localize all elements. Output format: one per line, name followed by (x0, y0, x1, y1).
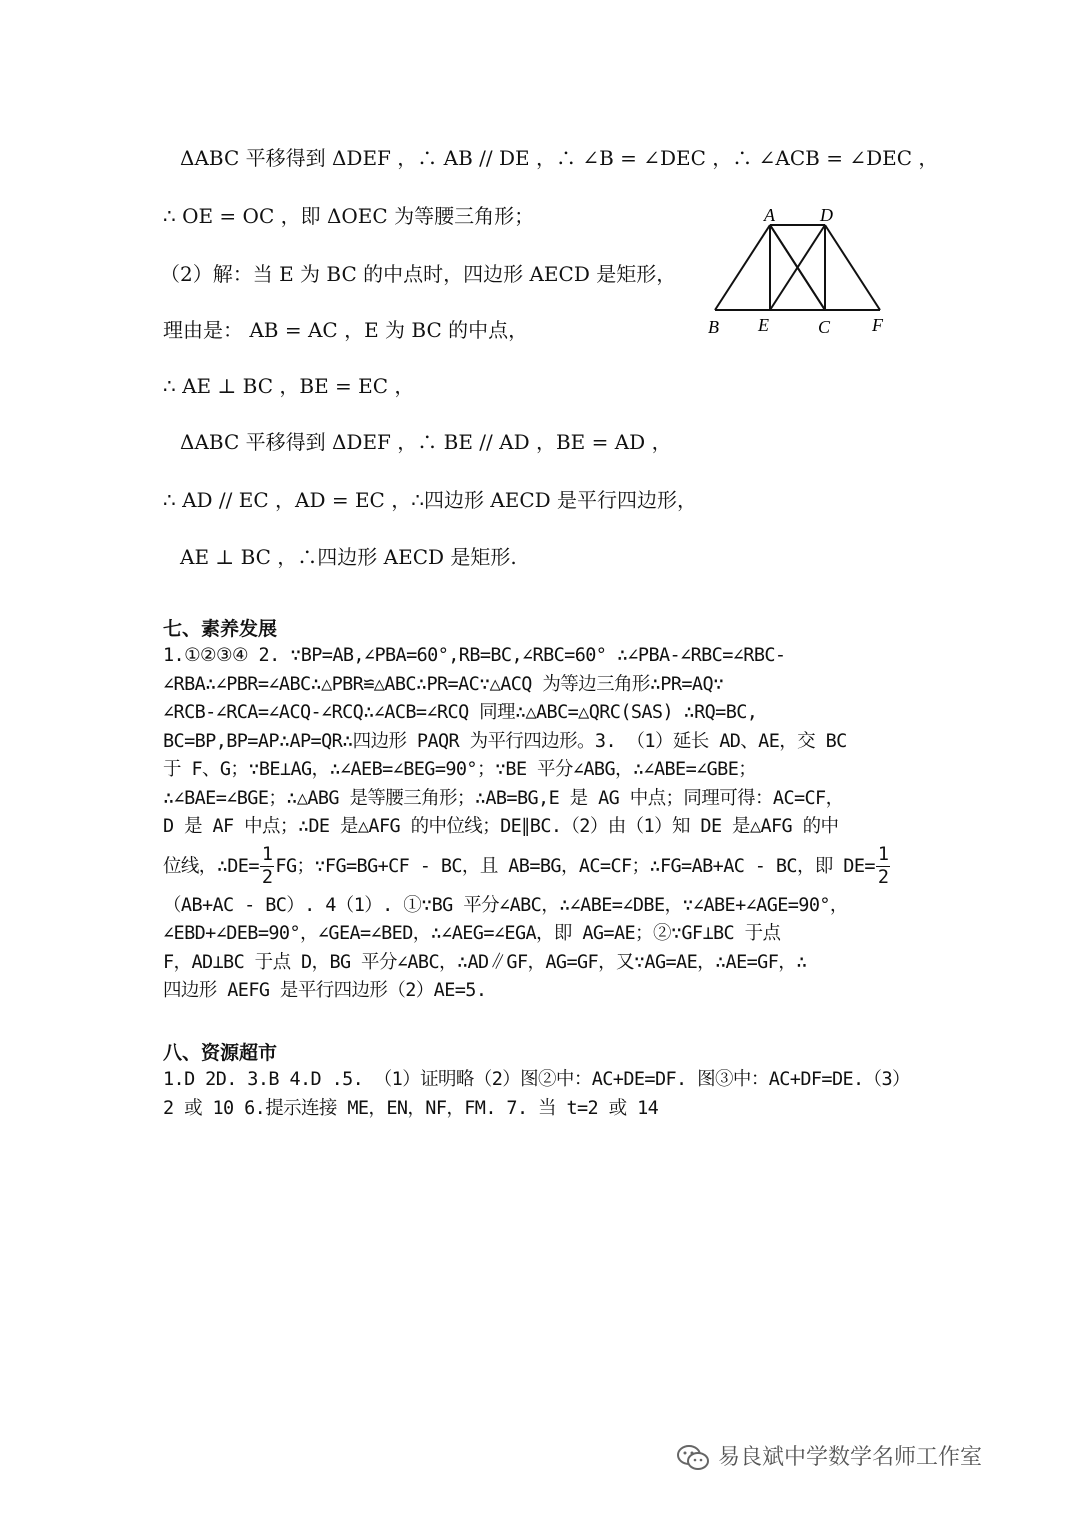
label-F: F (872, 315, 883, 335)
fraction-half: $\frac{1}{2}$ (877, 844, 889, 888)
s7-text: 位线，∴DE= (163, 855, 259, 877)
proof-line-5: ∴ AE ⊥ BC ，BE = EC ， (163, 374, 415, 398)
s7-line: D 是 AF 中点；∴DE 是△AFG 的中位线；DE∥BC.（2）由（1）知 DE 是△AFG 的中 (163, 816, 839, 837)
s7-line: ∠RCB-∠RCA=∠ACQ-∠RCQ∴∠ACB=∠RCQ 同理∴△ABC=△QRC(SAS) ∴RQ=BC, (163, 702, 758, 723)
proof-line-3: （2）解：当 E 为 BC 的中点时，四边形 AECD 是矩形， (160, 262, 677, 286)
s7-line: ∠RBA∴∠PBR=∠ABC∴△PBR≌△ABC∴PR=AC∵△ACQ 为等边三角形∴PR=AQ∵ (163, 673, 724, 695)
proof-line-6: ΔABC 平移得到 ΔDEF ，∴ BE // AD ，BE = AD ， (180, 430, 672, 454)
proof-line-8: AE ⊥ BC ，∴四边形 AECD 是矩形. (180, 545, 517, 569)
s7-line: （AB+AC - BC）. 4（1）. ①∵BG 平分∠ABC，∴∠ABE=∠DBE，∵∠ABE+∠AGE=90°， (163, 894, 848, 916)
label-D: D (820, 205, 833, 225)
proof-line-1: ΔABC 平移得到 ΔDEF ，∴ AB // DE ，∴ ∠B = ∠DEC ，∴ ∠ACB = ∠DEC ， (180, 146, 939, 170)
watermark (676, 1440, 982, 1472)
s7-line: ∠EBD+∠DEB=90°，∠GEA=∠BED，∴∠AEG=∠EGA，即 AG=AE；②∵GF⊥BC 于点 (163, 923, 781, 944)
section-8-body (163, 1066, 923, 1123)
fraction-half: $\frac{1}{2}$ (261, 844, 273, 888)
proof-line-4: 理由是： AB = AC ，E 为 BC 的中点， (163, 318, 529, 342)
s7-line: F，AD⊥BC 于点 D，BG 平分∠ABC，∴AD∥GF，AG=GF，又∵AG=AE，∴AE=GF，∴ (163, 951, 807, 973)
s8-line: 2 或 10 6.提示连接 ME，EN，NF，FM. 7. 当 t=2 或 14 (163, 1097, 659, 1119)
wechat-icon (676, 1444, 710, 1472)
label-B: B (708, 317, 719, 337)
label-A: A (764, 205, 775, 225)
s7-text: FG；∵FG=BG+CF - BC，且 AB=BG，AC=CF；∴FG=AB+AC - BC，即 DE= (275, 855, 875, 877)
geometry-figure (700, 205, 900, 345)
section-8-title: 八、资源超市 (163, 1042, 278, 1064)
watermark-text: 易良斌中学数学名师工作室 (718, 1445, 983, 1470)
label-C: C (818, 317, 831, 337)
section-7-body (163, 642, 923, 1006)
s7-line: ∴∠BAE=∠BGE；∴△ABG 是等腰三角形；∴AB=BG,E 是 AG 中点；同理可得：AC=CF， (163, 787, 844, 809)
s7-line: 于 F、G；∵BE⊥AG，∴∠AEB=∠BEG=90°；∵BE 平分∠ABG，∴∠ABE=∠GBE； (163, 759, 757, 780)
proof-line-2: ∴ OE = OC ，即 ΔOEC 为等腰三角形； (163, 204, 535, 228)
label-E: E (758, 315, 769, 335)
proof-line-7: ∴ AD // EC ，AD = EC ，∴四边形 AECD 是平行四边形， (163, 488, 698, 512)
s8-line: 1.D 2D. 3.B 4.D .5. （1）证明略（2）图②中：AC+DE=DF. 图③中：AC+DF=DE.（3） (163, 1069, 910, 1090)
section-7-title: 七、素养发展 (163, 618, 278, 640)
s7-line: 四边形 AEFG 是平行四边形（2）AE=5. (163, 980, 487, 1001)
s7-line-fractions (163, 842, 923, 892)
s7-line: 1.①②③④ 2. ∵BP=AB,∠PBA=60°,RB=BC,∠RBC=60° ∴∠PBA-∠RBC=∠RBC- (163, 645, 786, 666)
s7-line: BC=BP,BP=AP∴AP=QR∴四边形 PAQR 为平行四边形。3. （1）延长 AD、AE，交 BC (163, 730, 847, 752)
